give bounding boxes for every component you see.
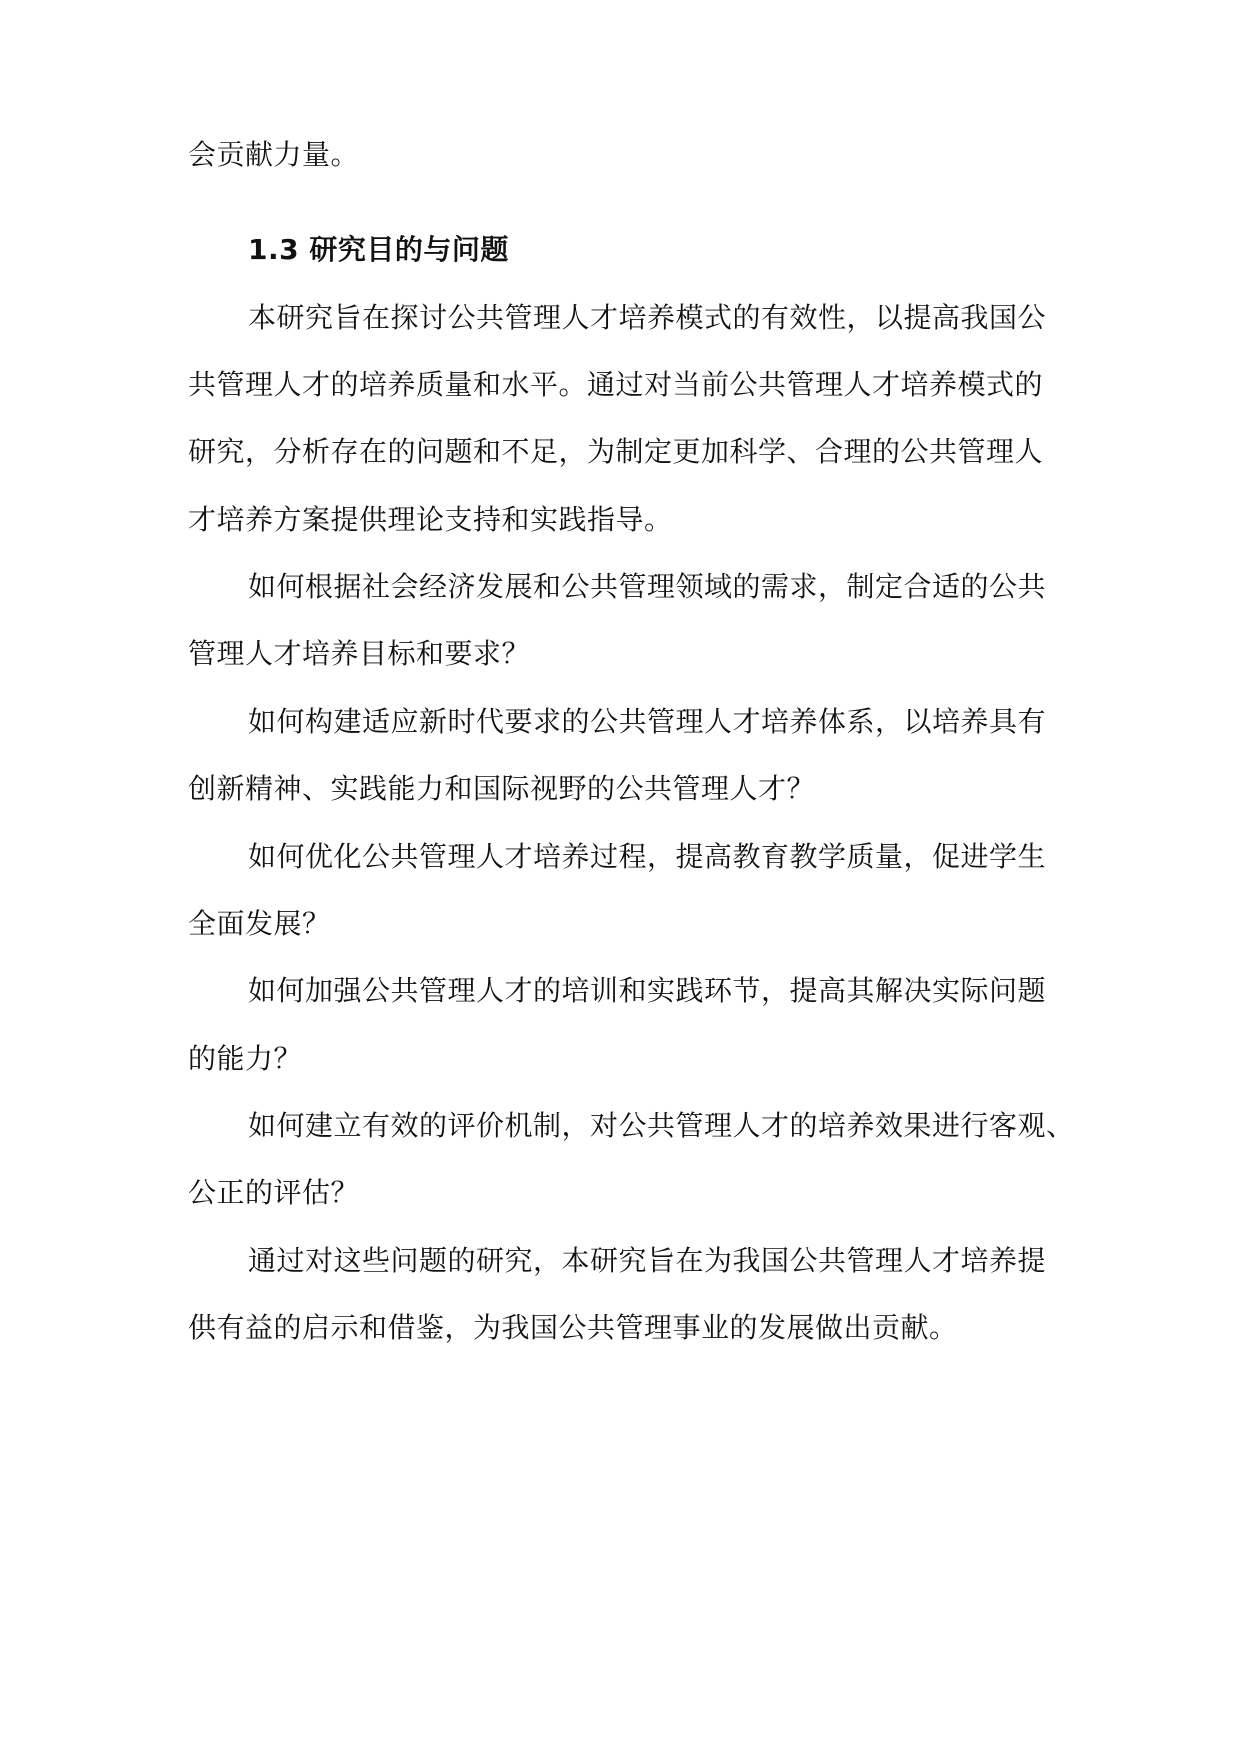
question-2-line-1: 如何构建适应新时代要求的公共管理人才培养体系，以培养具有: [248, 705, 1047, 738]
conclusion-line-1: 通过对这些问题的研究，本研究旨在为我国公共管理人才培养提: [248, 1244, 1047, 1277]
question-3-line-1: 如何优化公共管理人才培养过程，提高教育教学质量，促进学生: [248, 840, 1047, 873]
question-5-line-1: 如何建立有效的评价机制，对公共管理人才的培养效果进行客观、: [248, 1109, 1075, 1142]
paragraph-1-line-3: 研究，分析存在的问题和不足，为制定更加科学、合理的公共管理人: [188, 435, 1044, 468]
question-1-line-1: 如何根据社会经济发展和公共管理领域的需求，制定合适的公共: [248, 570, 1047, 603]
question-4-line-1: 如何加强公共管理人才的培训和实践环节，提高其解决实际问题: [248, 974, 1047, 1007]
paragraph-continuation-line: 会贡献力量。: [188, 138, 360, 171]
conclusion-line-2: 供有益的启示和借鉴，为我国公共管理事业的发展做出贡献。: [188, 1311, 958, 1344]
question-3-line-2: 全面发展？: [188, 907, 331, 940]
question-5-line-2: 公正的评估？: [188, 1176, 360, 1209]
section-heading: 1.3 研究目的与问题: [248, 233, 509, 266]
question-4-line-2: 的能力？: [188, 1042, 303, 1075]
question-2-line-2: 创新精神、实践能力和国际视野的公共管理人才？: [188, 772, 816, 805]
question-1-line-2: 管理人才培养目标和要求？: [188, 637, 531, 670]
paragraph-1-line-4: 才培养方案提供理论支持和实践指导。: [188, 503, 673, 536]
paragraph-1-line-1: 本研究旨在探讨公共管理人才培养模式的有效性，以提高我国公: [248, 301, 1047, 334]
paragraph-1-line-2: 共管理人才的培养质量和水平。通过对当前公共管理人才培养模式的: [188, 368, 1044, 401]
